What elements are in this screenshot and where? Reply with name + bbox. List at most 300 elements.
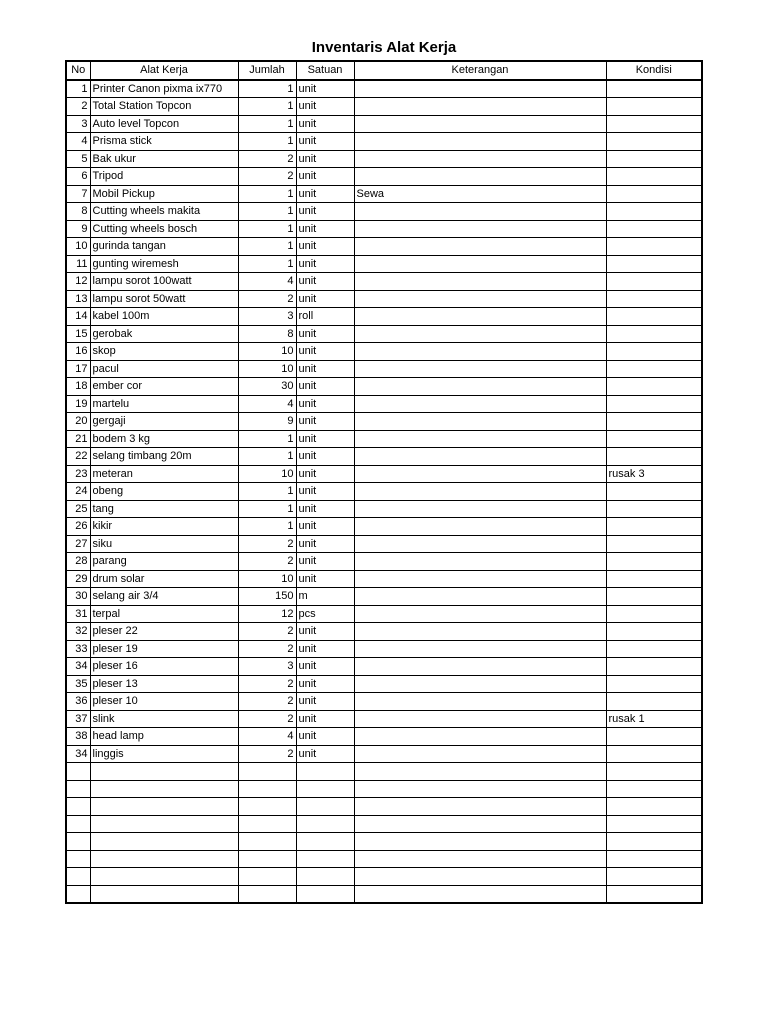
header-jumlah: Jumlah xyxy=(238,61,296,80)
cell-satuan: unit xyxy=(296,133,354,151)
cell-keterangan xyxy=(354,500,606,518)
cell-kondisi xyxy=(606,658,702,676)
cell-jumlah: 1 xyxy=(238,483,296,501)
cell-no: 20 xyxy=(66,413,90,431)
cell-alat-kerja: head lamp xyxy=(90,728,238,746)
table-row xyxy=(66,535,702,553)
cell-no: 5 xyxy=(66,150,90,168)
cell-kondisi xyxy=(606,728,702,746)
cell-keterangan xyxy=(354,570,606,588)
cell-keterangan xyxy=(354,308,606,326)
cell-no: 31 xyxy=(66,605,90,623)
cell-jumlah: 2 xyxy=(238,553,296,571)
cell-kondisi xyxy=(606,360,702,378)
table-row xyxy=(66,798,702,816)
table-row xyxy=(66,833,702,851)
cell-alat-kerja xyxy=(90,885,238,903)
cell-alat-kerja: kikir xyxy=(90,518,238,536)
table-row xyxy=(66,203,702,221)
table-row xyxy=(66,168,702,186)
cell-kondisi xyxy=(606,745,702,763)
cell-no: 33 xyxy=(66,640,90,658)
cell-satuan: unit xyxy=(296,115,354,133)
cell-kondisi xyxy=(606,290,702,308)
cell-satuan: unit xyxy=(296,483,354,501)
cell-keterangan xyxy=(354,150,606,168)
cell-satuan: unit xyxy=(296,518,354,536)
cell-alat-kerja: martelu xyxy=(90,395,238,413)
cell-kondisi xyxy=(606,588,702,606)
cell-keterangan xyxy=(354,833,606,851)
cell-satuan xyxy=(296,868,354,886)
cell-no: 29 xyxy=(66,570,90,588)
cell-satuan: unit xyxy=(296,378,354,396)
cell-no: 36 xyxy=(66,693,90,711)
cell-jumlah: 1 xyxy=(238,255,296,273)
header-kondisi: Kondisi xyxy=(606,61,702,80)
cell-no: 12 xyxy=(66,273,90,291)
cell-satuan: unit xyxy=(296,640,354,658)
cell-kondisi xyxy=(606,133,702,151)
table-row xyxy=(66,850,702,868)
cell-satuan xyxy=(296,833,354,851)
header-row xyxy=(66,61,702,80)
cell-satuan: unit xyxy=(296,465,354,483)
cell-kondisi xyxy=(606,150,702,168)
cell-alat-kerja: slink xyxy=(90,710,238,728)
cell-satuan: unit xyxy=(296,710,354,728)
document-title: Inventaris Alat Kerja xyxy=(311,39,457,56)
cell-satuan xyxy=(296,798,354,816)
cell-keterangan xyxy=(354,623,606,641)
cell-satuan: unit xyxy=(296,185,354,203)
cell-alat-kerja: Total Station Topcon xyxy=(90,98,238,116)
cell-jumlah: 30 xyxy=(238,378,296,396)
table-row xyxy=(66,588,702,606)
cell-alat-kerja: terpal xyxy=(90,605,238,623)
cell-jumlah xyxy=(238,798,296,816)
cell-keterangan: Sewa xyxy=(354,185,606,203)
cell-alat-kerja: drum solar xyxy=(90,570,238,588)
cell-no xyxy=(66,868,90,886)
cell-jumlah: 2 xyxy=(238,168,296,186)
table-row xyxy=(66,570,702,588)
cell-alat-kerja: lampu sorot 100watt xyxy=(90,273,238,291)
table-row xyxy=(66,238,702,256)
cell-jumlah: 2 xyxy=(238,535,296,553)
cell-alat-kerja: gerobak xyxy=(90,325,238,343)
cell-keterangan xyxy=(354,605,606,623)
cell-satuan: unit xyxy=(296,238,354,256)
cell-jumlah: 2 xyxy=(238,290,296,308)
cell-keterangan xyxy=(354,763,606,781)
cell-satuan: unit xyxy=(296,150,354,168)
cell-satuan: unit xyxy=(296,255,354,273)
cell-kondisi: rusak 1 xyxy=(606,710,702,728)
table-row xyxy=(66,868,702,886)
cell-keterangan xyxy=(354,133,606,151)
cell-keterangan xyxy=(354,98,606,116)
cell-alat-kerja: linggis xyxy=(90,745,238,763)
cell-alat-kerja: Bak ukur xyxy=(90,150,238,168)
cell-jumlah: 4 xyxy=(238,273,296,291)
cell-alat-kerja: lampu sorot 50watt xyxy=(90,290,238,308)
cell-jumlah: 8 xyxy=(238,325,296,343)
cell-jumlah: 1 xyxy=(238,448,296,466)
cell-satuan: unit xyxy=(296,343,354,361)
cell-satuan: unit xyxy=(296,98,354,116)
cell-keterangan xyxy=(354,675,606,693)
inventory-table xyxy=(65,60,703,904)
cell-kondisi xyxy=(606,378,702,396)
cell-kondisi xyxy=(606,395,702,413)
table-row xyxy=(66,378,702,396)
table-row xyxy=(66,115,702,133)
cell-kondisi xyxy=(606,535,702,553)
cell-jumlah xyxy=(238,780,296,798)
cell-kondisi xyxy=(606,220,702,238)
cell-jumlah: 1 xyxy=(238,220,296,238)
cell-kondisi xyxy=(606,675,702,693)
cell-satuan: unit xyxy=(296,395,354,413)
cell-keterangan xyxy=(354,658,606,676)
cell-satuan: unit xyxy=(296,623,354,641)
table-row xyxy=(66,448,702,466)
cell-jumlah: 150 xyxy=(238,588,296,606)
cell-keterangan xyxy=(354,203,606,221)
cell-satuan: unit xyxy=(296,535,354,553)
cell-jumlah xyxy=(238,850,296,868)
cell-no xyxy=(66,798,90,816)
cell-jumlah: 2 xyxy=(238,693,296,711)
table-row xyxy=(66,518,702,536)
cell-keterangan xyxy=(354,885,606,903)
cell-satuan: roll xyxy=(296,308,354,326)
cell-satuan: unit xyxy=(296,728,354,746)
cell-no: 1 xyxy=(66,80,90,98)
cell-satuan: unit xyxy=(296,413,354,431)
cell-keterangan xyxy=(354,745,606,763)
cell-kondisi xyxy=(606,518,702,536)
table-row xyxy=(66,500,702,518)
cell-alat-kerja: obeng xyxy=(90,483,238,501)
cell-no: 25 xyxy=(66,500,90,518)
cell-jumlah: 1 xyxy=(238,500,296,518)
cell-kondisi xyxy=(606,168,702,186)
cell-no: 24 xyxy=(66,483,90,501)
cell-jumlah: 1 xyxy=(238,518,296,536)
cell-jumlah: 4 xyxy=(238,395,296,413)
table-row xyxy=(66,728,702,746)
cell-alat-kerja xyxy=(90,833,238,851)
cell-keterangan xyxy=(354,220,606,238)
cell-no xyxy=(66,815,90,833)
cell-keterangan xyxy=(354,588,606,606)
table-row xyxy=(66,413,702,431)
table-row xyxy=(66,395,702,413)
cell-satuan: unit xyxy=(296,675,354,693)
cell-keterangan xyxy=(354,868,606,886)
cell-keterangan xyxy=(354,815,606,833)
cell-jumlah: 2 xyxy=(238,150,296,168)
cell-keterangan xyxy=(354,710,606,728)
cell-jumlah: 10 xyxy=(238,343,296,361)
table-row xyxy=(66,220,702,238)
cell-no: 23 xyxy=(66,465,90,483)
cell-alat-kerja: pleser 16 xyxy=(90,658,238,676)
cell-alat-kerja xyxy=(90,815,238,833)
cell-no: 34 xyxy=(66,745,90,763)
cell-kondisi xyxy=(606,483,702,501)
cell-no xyxy=(66,780,90,798)
cell-kondisi xyxy=(606,430,702,448)
cell-jumlah: 1 xyxy=(238,203,296,221)
cell-kondisi xyxy=(606,255,702,273)
table-row xyxy=(66,693,702,711)
cell-alat-kerja: pacul xyxy=(90,360,238,378)
table-row xyxy=(66,815,702,833)
cell-jumlah: 1 xyxy=(238,80,296,98)
cell-no: 37 xyxy=(66,710,90,728)
cell-alat-kerja: pleser 10 xyxy=(90,693,238,711)
cell-keterangan xyxy=(354,80,606,98)
header-satuan: Satuan xyxy=(296,61,354,80)
cell-kondisi xyxy=(606,500,702,518)
table-row xyxy=(66,745,702,763)
table-row xyxy=(66,80,702,98)
cell-keterangan xyxy=(354,693,606,711)
cell-keterangan xyxy=(354,483,606,501)
cell-alat-kerja xyxy=(90,850,238,868)
cell-keterangan xyxy=(354,115,606,133)
table-row xyxy=(66,430,702,448)
cell-alat-kerja: kabel 100m xyxy=(90,308,238,326)
cell-no: 14 xyxy=(66,308,90,326)
table-row xyxy=(66,98,702,116)
cell-satuan: m xyxy=(296,588,354,606)
cell-kondisi xyxy=(606,605,702,623)
table-row xyxy=(66,133,702,151)
cell-no: 32 xyxy=(66,623,90,641)
cell-kondisi xyxy=(606,80,702,98)
cell-no: 22 xyxy=(66,448,90,466)
cell-keterangan xyxy=(354,360,606,378)
cell-alat-kerja: Cutting wheels makita xyxy=(90,203,238,221)
cell-alat-kerja: gurinda tangan xyxy=(90,238,238,256)
cell-no: 35 xyxy=(66,675,90,693)
cell-satuan xyxy=(296,885,354,903)
cell-no: 17 xyxy=(66,360,90,378)
cell-alat-kerja: Tripod xyxy=(90,168,238,186)
cell-keterangan xyxy=(354,378,606,396)
table-row xyxy=(66,763,702,781)
cell-alat-kerja: Cutting wheels bosch xyxy=(90,220,238,238)
cell-alat-kerja: gunting wiremesh xyxy=(90,255,238,273)
cell-no: 10 xyxy=(66,238,90,256)
cell-alat-kerja: parang xyxy=(90,553,238,571)
cell-kondisi xyxy=(606,273,702,291)
cell-jumlah: 2 xyxy=(238,675,296,693)
cell-kondisi xyxy=(606,343,702,361)
cell-no: 2 xyxy=(66,98,90,116)
cell-kondisi xyxy=(606,238,702,256)
cell-no: 18 xyxy=(66,378,90,396)
cell-kondisi xyxy=(606,570,702,588)
cell-keterangan xyxy=(354,518,606,536)
cell-alat-kerja: tang xyxy=(90,500,238,518)
cell-no: 28 xyxy=(66,553,90,571)
cell-jumlah: 1 xyxy=(238,185,296,203)
header-keterangan: Keterangan xyxy=(354,61,606,80)
cell-no: 19 xyxy=(66,395,90,413)
cell-no: 8 xyxy=(66,203,90,221)
table-row xyxy=(66,675,702,693)
cell-jumlah: 1 xyxy=(238,430,296,448)
table-row xyxy=(66,308,702,326)
cell-jumlah: 2 xyxy=(238,710,296,728)
cell-alat-kerja xyxy=(90,868,238,886)
cell-jumlah: 3 xyxy=(238,658,296,676)
cell-keterangan xyxy=(354,255,606,273)
cell-alat-kerja: pleser 22 xyxy=(90,623,238,641)
cell-kondisi xyxy=(606,623,702,641)
table-row xyxy=(66,360,702,378)
cell-no: 26 xyxy=(66,518,90,536)
table-row xyxy=(66,640,702,658)
cell-alat-kerja: ember cor xyxy=(90,378,238,396)
cell-no: 11 xyxy=(66,255,90,273)
cell-satuan: unit xyxy=(296,273,354,291)
cell-kondisi xyxy=(606,815,702,833)
cell-alat-kerja: Mobil Pickup xyxy=(90,185,238,203)
cell-keterangan xyxy=(354,553,606,571)
cell-no: 27 xyxy=(66,535,90,553)
cell-jumlah xyxy=(238,868,296,886)
cell-jumlah xyxy=(238,885,296,903)
cell-satuan xyxy=(296,780,354,798)
cell-satuan: unit xyxy=(296,570,354,588)
cell-no: 4 xyxy=(66,133,90,151)
cell-keterangan xyxy=(354,325,606,343)
cell-satuan xyxy=(296,815,354,833)
table-row xyxy=(66,658,702,676)
table-row xyxy=(66,185,702,203)
cell-jumlah xyxy=(238,833,296,851)
table-row xyxy=(66,290,702,308)
cell-no: 9 xyxy=(66,220,90,238)
cell-no xyxy=(66,833,90,851)
cell-alat-kerja xyxy=(90,763,238,781)
cell-kondisi xyxy=(606,203,702,221)
cell-jumlah: 10 xyxy=(238,360,296,378)
cell-kondisi xyxy=(606,115,702,133)
cell-kondisi xyxy=(606,763,702,781)
header-no: No xyxy=(66,61,90,80)
cell-no: 16 xyxy=(66,343,90,361)
cell-no: 38 xyxy=(66,728,90,746)
cell-jumlah: 1 xyxy=(238,238,296,256)
cell-jumlah xyxy=(238,815,296,833)
cell-kondisi xyxy=(606,448,702,466)
cell-satuan: unit xyxy=(296,220,354,238)
table-row xyxy=(66,605,702,623)
cell-jumlah: 2 xyxy=(238,640,296,658)
cell-jumlah: 4 xyxy=(238,728,296,746)
cell-keterangan xyxy=(354,780,606,798)
cell-keterangan xyxy=(354,728,606,746)
table-row xyxy=(66,255,702,273)
cell-alat-kerja: Prisma stick xyxy=(90,133,238,151)
cell-alat-kerja: gergaji xyxy=(90,413,238,431)
cell-kondisi xyxy=(606,850,702,868)
cell-kondisi xyxy=(606,693,702,711)
cell-satuan xyxy=(296,850,354,868)
cell-kondisi xyxy=(606,640,702,658)
cell-jumlah: 12 xyxy=(238,605,296,623)
cell-keterangan xyxy=(354,343,606,361)
cell-jumlah: 10 xyxy=(238,465,296,483)
cell-alat-kerja xyxy=(90,798,238,816)
cell-no: 34 xyxy=(66,658,90,676)
cell-kondisi xyxy=(606,780,702,798)
cell-keterangan xyxy=(354,798,606,816)
cell-kondisi xyxy=(606,308,702,326)
cell-kondisi xyxy=(606,325,702,343)
cell-satuan: unit xyxy=(296,325,354,343)
cell-no: 21 xyxy=(66,430,90,448)
header-alat-kerja: Alat Kerja xyxy=(90,61,238,80)
cell-alat-kerja: meteran xyxy=(90,465,238,483)
cell-keterangan xyxy=(354,413,606,431)
cell-satuan: unit xyxy=(296,693,354,711)
table-row xyxy=(66,710,702,728)
cell-no: 15 xyxy=(66,325,90,343)
cell-alat-kerja: Auto level Topcon xyxy=(90,115,238,133)
cell-kondisi xyxy=(606,885,702,903)
cell-keterangan xyxy=(354,640,606,658)
cell-keterangan xyxy=(354,850,606,868)
cell-no: 6 xyxy=(66,168,90,186)
cell-alat-kerja: siku xyxy=(90,535,238,553)
cell-keterangan xyxy=(354,465,606,483)
cell-satuan xyxy=(296,763,354,781)
cell-keterangan xyxy=(354,535,606,553)
cell-no: 30 xyxy=(66,588,90,606)
cell-keterangan xyxy=(354,273,606,291)
cell-kondisi xyxy=(606,868,702,886)
cell-kondisi xyxy=(606,798,702,816)
cell-satuan: unit xyxy=(296,658,354,676)
cell-no: 7 xyxy=(66,185,90,203)
cell-jumlah: 1 xyxy=(238,115,296,133)
cell-jumlah: 10 xyxy=(238,570,296,588)
cell-satuan: unit xyxy=(296,430,354,448)
cell-satuan: unit xyxy=(296,168,354,186)
cell-kondisi xyxy=(606,833,702,851)
cell-jumlah: 9 xyxy=(238,413,296,431)
cell-alat-kerja: skop xyxy=(90,343,238,361)
cell-jumlah: 1 xyxy=(238,133,296,151)
cell-keterangan xyxy=(354,430,606,448)
table-row xyxy=(66,465,702,483)
cell-kondisi xyxy=(606,185,702,203)
cell-kondisi: rusak 3 xyxy=(606,465,702,483)
cell-alat-kerja: selang timbang 20m xyxy=(90,448,238,466)
table-row xyxy=(66,553,702,571)
cell-jumlah xyxy=(238,763,296,781)
table-row xyxy=(66,780,702,798)
cell-satuan: unit xyxy=(296,500,354,518)
